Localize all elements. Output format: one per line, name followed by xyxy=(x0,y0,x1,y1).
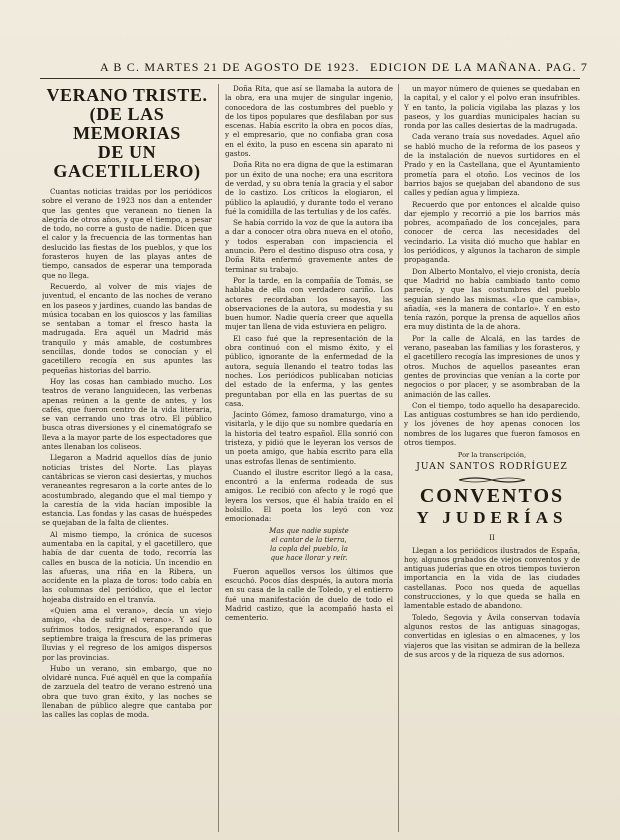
byline-name: JUAN SANTOS RODRÍGUEZ xyxy=(416,462,568,473)
header-rule xyxy=(40,78,580,79)
paragraph: Doña Rita no era digna de que la estimaran por un éxito de una noche; era una escritora de verdad, y su obra tenía la gracia y el sabor de lo castizo. Los críticos la elogiaron, el público la aplaudió, y durante todo el verano fué la comidilla de las tertulias y de los cafés. xyxy=(225,160,393,216)
column-divider-1 xyxy=(218,84,219,832)
header-date: A B C. MARTES 21 DE AGOSTO DE 1923. xyxy=(100,60,360,74)
article-subtitle-juderias: Y JUDERÍAS xyxy=(416,508,568,528)
paragraph: Cuantas noticias traidas por los periódicos sobre el verano de 1923 nos dan a entender que las gentes que veranean no tienen la alegría de otros años, y que el tiempo, a pesar de todo, no corre a gusto de nadie. Dicen que el calor y la frecuencia de las tormentas han deslucido las fiestas de los pueblos, y que los forasteros huyen de las playas antes de tiempo, cansados de esperar una temporada que no llega. xyxy=(42,187,212,280)
paragraph: Al mismo tiempo, la crónica de sucesos aumentaba en la capital, y el gacetillero, que había de dar cuenta de todo, recorría las calles en busca de la noticia. Un incendio en las afueras, una riña en la Ribera, un accidente en la plaza de toros: todo cabía en las columnas del periódico, que el lector hojeaba distraído en el tranvía. xyxy=(42,529,212,604)
paragraph: El caso fué que la representación de la obra continuó con el mismo éxito, y el público, ignorante de la enfermedad de la autora, seguía llenando el teatro todas las noches. Los periódicos publicaban noticias del estado de la enferma, y las gentes preguntaban por ella en las puertas de su casa. xyxy=(225,333,393,408)
paragraph: Recuerdo, al volver de mis viajes de juventud, el encanto de las noches de verano en los paseos y jardines, cuando las bandas de música tocaban en los quioscos y las familias se sentaban a tomar el fresco hasta la madrugada. Era aquél un Madrid más tranquilo y más amable, de costumbres sencillas, donde todos se conocían y el gacetillero recogía en sus apuntes las pequeñas historias del barrio. xyxy=(42,281,212,375)
section-number: II xyxy=(489,533,495,543)
paragraph: Llegaron a Madrid aquellos días de junio noticias tristes del Norte. Las playas cantábricas se vieron casi desiertas, y muchos veraneantes regresaron a la corte antes de lo acostumbrado, alegando que el mal tiempo y la carestía de la vida hacían imposible la estancia. Las fondas y las casas de huéspedes se quejaban de la falta de clientes. xyxy=(42,453,212,528)
byline-label: Por la transcripción, xyxy=(457,451,527,460)
article-title-conventos: CONVENTOS xyxy=(419,485,565,508)
poem-verse: Mas que nadie supiste el cantar de la tierra, la copla del pueblo, la que hace llorar y reír. xyxy=(269,526,349,562)
paragraph: Cuando el ilustre escritor llegó a la casa, encontró a la enferma rodeada de sus amigos. Le recibió con afecto y le rogó que leyera los versos, que él había traído en el bolsillo. El poeta los leyó con voz emocionada: xyxy=(225,467,393,524)
header-edition: EDICION DE LA MAÑANA. PAG. 7 xyxy=(369,60,589,74)
paragraph: Se había corrido la voz de que la autora iba a dar a conocer otra obra nueva en el otoño, y todos esperaban con impaciencia el anuncio. Pero el destino dispuso otra cosa, y Doña Rita enfermó gravemente antes de terminar su trabajo. xyxy=(225,218,393,274)
paragraph: Llegan a los periódicos ilustrados de España, hoy, algunos grabados de viejos conventos y de antiguas juderías que en otros tiempos tuvieron importancia en la vida de las ciudades castellanas. Poco nos queda de aquellas construcciones, y lo que queda se halla en lamentable estado de abandono. xyxy=(404,545,580,611)
paragraph: Jacinto Gómez, famoso dramaturgo, vino a visitarla, y le dijo que su nombre quedaría en la historia del teatro español. Ella sonrió con tristeza, y pidió que le leyeran los versos de un poeta amigo, que había escrito para ella unas estrofas llenas de sentimiento. xyxy=(225,410,393,466)
paragraph: Doña Rita, que así se llamaba la autora de la obra, era una mujer de singular ingenio, conocedora de las costumbres del pueblo y de los tipos populares que desfilaban por sus escenas. Había escrito la obra en pocos días, y el empresario, que no confiaba gran cosa en el éxito, la puso en escena sin aparato ni gastos. xyxy=(225,84,393,159)
paragraph: Con el tiempo, todo aquello ha desaparecido. Las antiguas costumbres se han ido perdiendo, y los jóvenes de hoy apenas conocen los nombres de los lugares que fueron famosos en otros tiempos. xyxy=(404,400,580,447)
paragraph: Cada verano traía sus novedades. Aquel año se habló mucho de la reforma de los paseos y de la instalación de nuevos surtidores en el Prado y en la Castellana, que el Ayuntamiento prometía para el otoño. Los vecinos de los barrios bajos se quejaban del abandono de sus calles y pedían agua y limpieza. xyxy=(404,132,580,198)
paragraph: Don Alberto Montalvo, el viejo cronista, decía que Madrid no había cambiado tanto como parecía, y que las costumbres del pueblo seguían siendo las mismas. «Lo que cambia», añadía, «es la manera de contarlo». Y en esto tenía razón, porque la prensa de aquellos años era muy distinta de la de ahora. xyxy=(404,266,580,332)
paragraph: Fueron aquellos versos los últimos que escuchó. Pocos días después, la autora moría en su casa de la calle de Toledo, y el entierro fué una manifestación de duelo de todo el Madrid castizo, que la acompañó hasta el cementerio. xyxy=(225,566,393,623)
paragraph: un mayor número de quienes se quedaban en la capital, y el calor y el polvo eran insufribles. Y en tanto, la policía vigilaba las plazas y los paseos, y los guardias municipales hacían su ronda por las calles desiertas de la madrugada. xyxy=(404,84,580,131)
column-divider-2 xyxy=(398,84,399,832)
column-1 xyxy=(42,84,212,832)
column-3 xyxy=(404,84,580,832)
column-2 xyxy=(225,84,393,832)
divider-ornament-icon xyxy=(457,476,527,484)
paragraph: Hoy las cosas han cambiado mucho. Los teatros de verano languidecen, las verbenas apenas reúnen a la gente de antes, y los cafés, que fueron centro de la vida literaria, se van cerrando uno tras otro. El público busca otras diversiones y el cinematógrafo se lleva a la mayor parte de los espectadores que antes llenaban los coliseos. xyxy=(42,376,212,452)
paragraph: Hubo un verano, sin embargo, que no olvidaré nunca. Fué aquél en que la compañía de zarzuela del teatro de verano estrenó una obra que tuvo gran éxito, y las noches se llenaban de público alegre que cantaba por las calles las coplas de moda. xyxy=(42,663,212,720)
paragraph: Recuerdo que por entonces el alcalde quiso dar ejemplo y recorrió a pie los barrios más pobres, acompañado de los concejales, para conocer de cerca las necesidades del vecindario. La visita dió mucho que hablar en los periódicos, y algunos la tacharon de simple propaganda. xyxy=(404,199,580,265)
paragraph: Por la calle de Alcalá, en las tardes de verano, paseaban las familias y los forasteros, y el gacetillero recogía las impresiones de unos y otros. Muchos de aquellos paseantes eran gentes de provincias que venían a la corte por negocios o por placer, y se asombraban de la animación de las calles. xyxy=(404,333,580,399)
paragraph: Por la tarde, en la compañía de Tomás, se hablaba de ella con verdadero cariño. Los actores recordaban los ensayos, las observaciones de la autora, su modestia y su buen humor. Nadie quería creer que aquella mujer tan llena de vida estuviera en peligro. xyxy=(225,275,393,332)
paragraph: Toledo, Segovia y Ávila conservan todavía algunos restos de las antiguas sinagogas, convertidas en iglesias o en almacenes, y los viajeros que las visitan se admiran de la belleza de sus arcos y de la riqueza de sus adornos. xyxy=(404,612,580,659)
article-title-verano: VERANO TRISTE. (DE LAS MEMORIAS DE UN GACETILLERO) xyxy=(46,85,208,181)
page-header xyxy=(100,60,589,78)
paragraph: «Quien ama el verano», decía un viejo amigo, «ha de sufrir el verano». Y así lo sufrimos todos, resignados, esperando que septiembre traiga la frescura de las primeras lluvias y el regreso de los amigos dispersos por las provincias. xyxy=(42,606,212,662)
